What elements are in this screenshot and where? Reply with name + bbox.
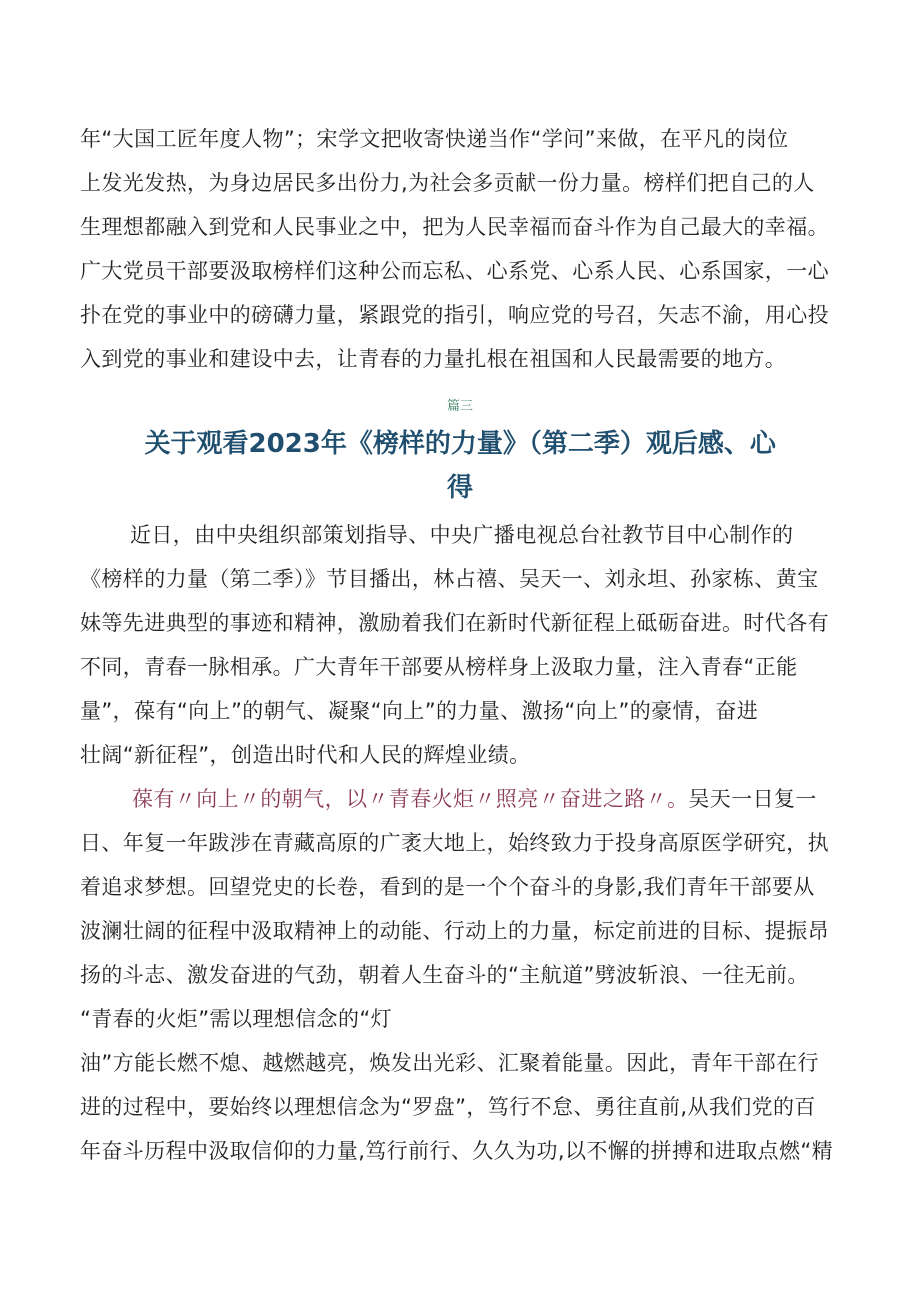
paragraph-first-line [132,786,817,812]
paragraph-line: 扬的斗志、激发奋进的气劲，朝着人生奋斗的“主航道”劈波斩浪、一往无前。 [80,963,809,987]
paragraph-line: 妹等先进典型的事迹和精神，激励着我们在新时代新征程上砥砺奋进。时代各有 [80,611,829,635]
paragraph-line: 年奋斗历程中汲取信仰的力量,笃行前行、久久为功,以不懈的拼搏和进取点燃“精 [80,1139,834,1163]
article-title: 关于观看2023年《榜样的力量》（第二季）观后感、心 [144,429,776,459]
paragraph-line: 入到党的事业和建设中去，让青春的力量扎根在祖国和人民最需要的地方。 [80,347,787,371]
paragraph-text: 吴天一日复一 [688,787,817,811]
paragraph-line: 扑在党的事业中的磅礴力量，紧跟党的指引，响应党的号召，矢志不渝，用心投 [80,303,829,327]
paragraph-line: 不同，青春一脉相承。广大青年干部要从榜样身上汲取力量，注入青春“正能 [80,655,798,679]
paragraph-line: 波澜壮阔的征程中汲取精神上的动能、行动上的力量，标定前进的目标、提振昂 [80,919,829,943]
paragraph-line: 生理想都融入到党和人民事业之中，把为人民幸福而奋斗作为自己最大的幸福。 [80,215,829,239]
paragraph-line: 广大党员干部要汲取榜样们这种公而忘私、心系党、心系人民、心系国家，一心 [80,259,829,283]
paragraph-line: “青春的火炬”需以理想信念的“灯 [80,1007,393,1031]
paragraph-line: 油”方能长燃不熄、越燃越亮，焕发出光彩、汇聚着能量。因此，青年干部在行 [80,1051,819,1075]
paragraph-line: 量”，葆有“向上”的朝气、凝聚“向上”的力量、激扬“向上”的豪情，奋进 [80,699,759,723]
paragraph-line: 上发光发热，为身边居民多出份力,为社会多贡献一份力量。榜样们把自己的人 [80,171,815,195]
paragraph-line: 《榜样的力量（第二季）》节目播出，林占禧、吴天一、刘永坦、孙家栋、黄宝 [80,567,819,591]
paragraph-line: 壮阔“新征程”，创造出时代和人民的辉煌业绩。 [80,743,531,767]
section-label: 篇三 [446,399,473,414]
paragraph-line: 年“大国工匠年度人物”；宋学文把收寄快递当作“学问”来做，在平凡的岗位 [80,127,789,151]
subheading-text: 葆有〃向上〃的朝气，以〃青春火炬〃照亮〃奋进之路〃。 [132,787,689,811]
paragraph-line: 着追求梦想。回望党史的长卷，看到的是一个个奋斗的身影,我们青年干部要从 [80,875,815,899]
paragraph-line: 进的过程中，要始终以理想信念为“罗盘”，笃行不怠、勇往直前,从我们党的百 [80,1095,816,1119]
paragraph-line: 近日，由中央组织部策划指导、中央广播电视总台社教节目中心制作的 [130,523,794,547]
article-title-continued: 得 [447,473,474,503]
paragraph-line: 日、年复一年跋涉在青藏高原的广袤大地上，始终致力于投身高原医学研究，执 [80,831,829,855]
